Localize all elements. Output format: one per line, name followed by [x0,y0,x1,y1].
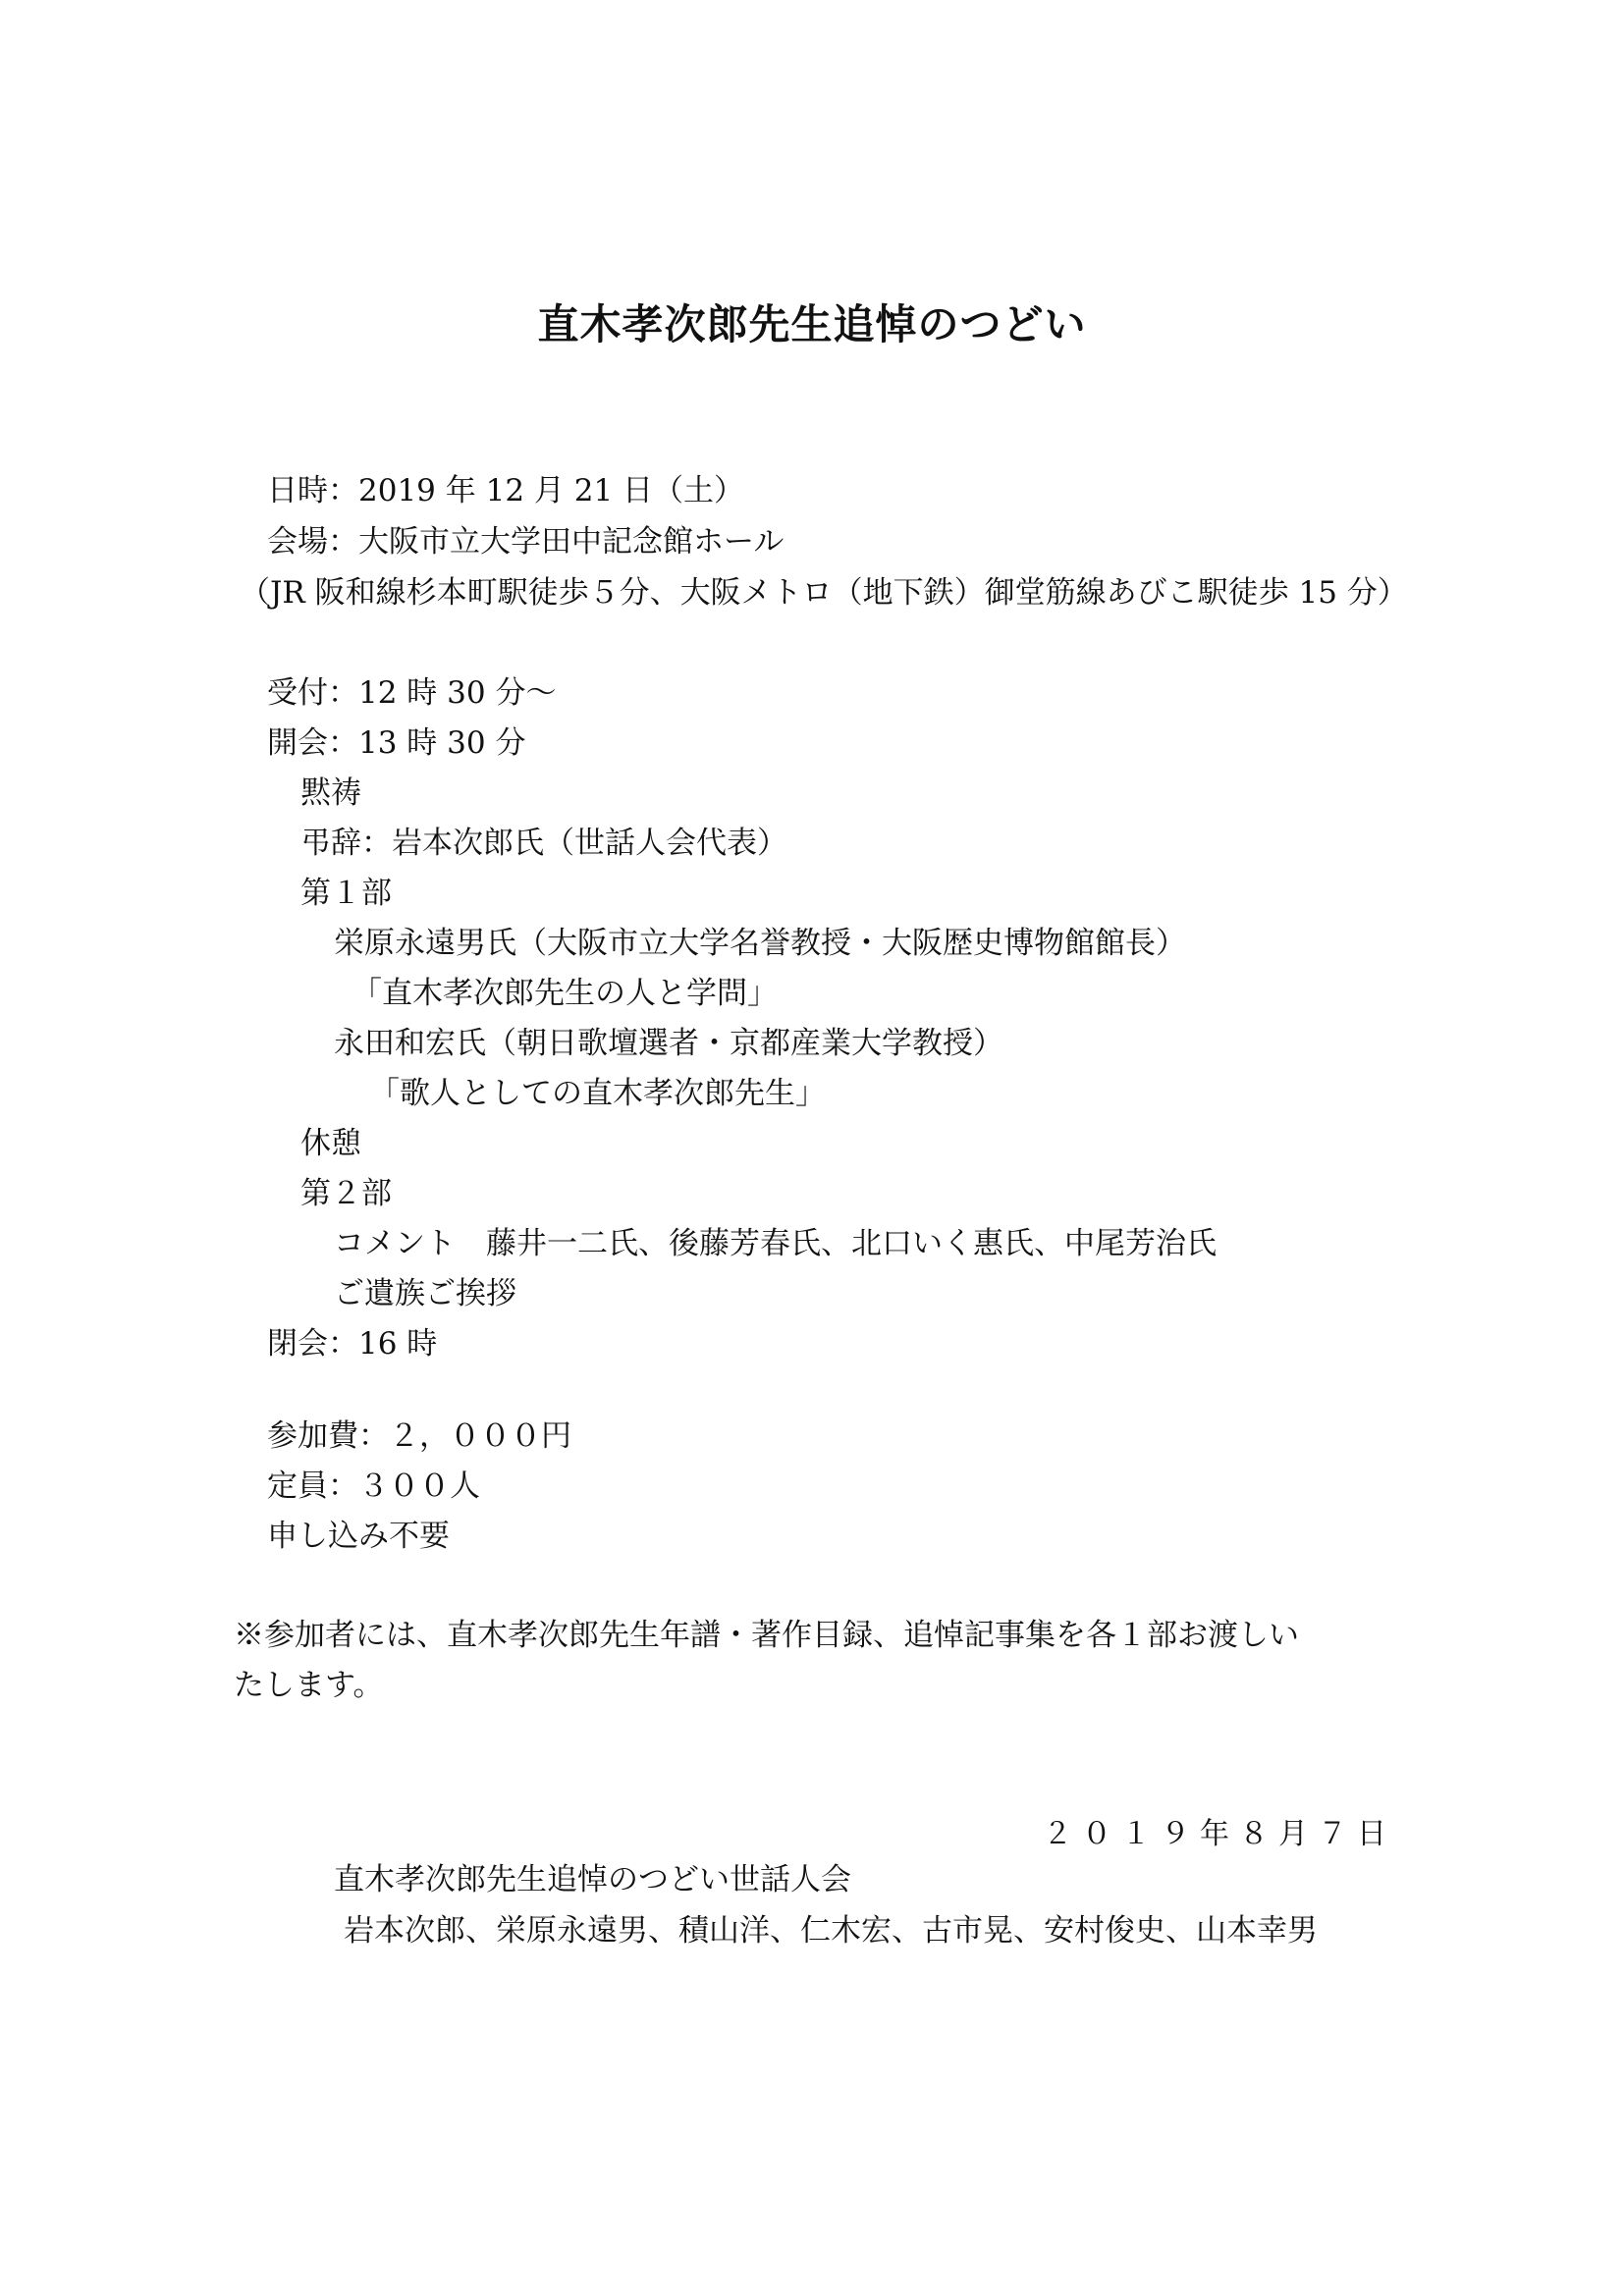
program-silence: 黙祷 [300,775,361,811]
program-condolence: 弔辞：岩本次郎氏（世話人会代表） [300,826,787,861]
program-reception: 受付：12 時 30 分～ [267,675,557,711]
page-title: 直木孝次郎先生追悼のつどい [537,300,1087,348]
program-family: ご遺族ご挨拶 [334,1276,516,1311]
note-line1: ※参加者には、直木孝次郎先生年譜・著作目録、追悼記事集を各１部お渡しい [234,1618,1299,1653]
program-break: 休憩 [300,1126,361,1161]
committee-name: 直木孝次郎先生追悼のつどい世話人会 [334,1862,851,1897]
program-talk1: 「直木孝次郎先生の人と学問」 [352,976,778,1011]
program-closing: 閉会：16 時 [267,1326,438,1362]
event-access: （JR 阪和線杉本町駅徒歩５分、大阪メトロ（地下鉄）御堂筋線あびこ駅徒歩 15 分） [240,575,1408,611]
info-fee: 参加費：２，０００円 [267,1418,571,1454]
program-speaker1: 栄原永遠男氏（大阪市立大学名誉教授・大阪歴史博物館館長） [334,926,1186,961]
program-part2: 第２部 [300,1176,392,1211]
program-talk2: 「歌人としての直木孝次郎先生」 [369,1076,826,1111]
note-line2: たします。 [234,1668,384,1703]
program-opening: 開会：13 時 30 分 [267,725,526,761]
info-capacity: 定員：３００人 [267,1468,480,1504]
program-speaker2: 永田和宏氏（朝日歌壇選者・京都産業大学教授） [334,1026,1003,1061]
info-registration: 申し込み不要 [267,1519,450,1554]
event-datetime: 日時：2019 年 12 月 21 日（土） [267,473,745,508]
program-comments: コメント 藤井一二氏、後藤芳春氏、北口いく惠氏、中尾芳治氏 [334,1226,1217,1261]
issue-date: ２０１９年８月７日 [1043,1817,1396,1851]
event-venue: 会場：大阪市立大学田中記念館ホール [267,524,785,560]
committee-members: 岩本次郎、栄原永遠男、積山洋、仁木宏、古市晃、安村俊史、山本幸男 [344,1913,1318,1949]
program-part1: 第１部 [300,876,392,911]
